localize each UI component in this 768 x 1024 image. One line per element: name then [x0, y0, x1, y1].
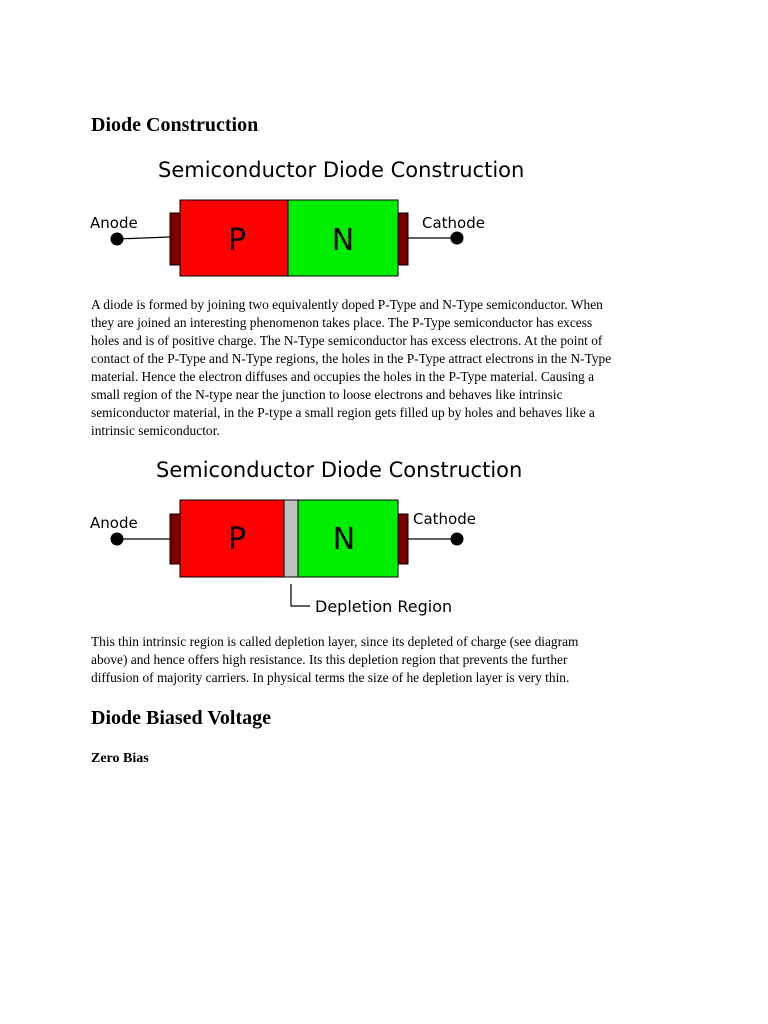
anode-contact — [170, 514, 180, 564]
anode-label: Anode — [90, 214, 138, 232]
anode-terminal-dot — [111, 233, 124, 246]
n-label: N — [332, 522, 356, 557]
p-label: P — [227, 522, 247, 557]
diagram-title: Semiconductor Diode Construction — [158, 158, 525, 182]
depletion-region-diagram — [86, 450, 523, 618]
n-label: N — [331, 223, 355, 258]
paragraph-depletion-layer: This thin intrinsic region is called depletion layer, since its depleted of charge (see diagram above) and hence offers high resistance. Its this depletion region that prevents the further diffusion of majority carriers. In physical terms the size of he depletion layer is very thin. — [91, 634, 579, 685]
subheading-zero-bias: Zero Bias — [91, 751, 149, 766]
depletion-region-label: Depletion Region — [315, 597, 453, 616]
paragraph-diode-formation: A diode is formed by joining two equivalently doped P-Type and N-Type semiconductor. When they are joined an interesting phenomenon takes place. The P-Type semiconductor has excess holes and is of positive charge. The N-Type semiconductor has excess electrons. At the point of contact of the P-Type and N-Type regions, the holes in the P-Type attract electrons in the N-Type material. Hence the electron diffuses and occupies the holes in the P-Type material. Causing a small region of the N-type near the junction to loose electrons and behaves like intrinsic semiconductor material, in the P-type a small region gets filled up by holes and behaves like a intrinsic semiconductor. — [91, 297, 612, 438]
anode-terminal-dot — [111, 533, 124, 546]
cathode-label: Cathode — [413, 510, 476, 528]
section-heading-diode-construction: Diode Construction — [91, 114, 259, 136]
section-heading-diode-biased-voltage: Diode Biased Voltage — [91, 707, 272, 729]
cathode-label: Cathode — [422, 214, 485, 232]
diagram-title: Semiconductor Diode Construction — [156, 458, 523, 482]
cathode-contact — [398, 514, 408, 564]
p-label: P — [227, 223, 247, 258]
cathode-contact — [398, 213, 408, 265]
anode-label: Anode — [90, 514, 138, 532]
cathode-terminal-dot — [451, 232, 464, 245]
cathode-terminal-dot — [451, 533, 464, 546]
anode-contact — [170, 213, 180, 265]
anode-wire — [117, 237, 170, 239]
depletion-layer — [284, 500, 298, 577]
diode-construction-diagram — [86, 150, 525, 285]
depletion-pointer-line — [291, 584, 310, 606]
